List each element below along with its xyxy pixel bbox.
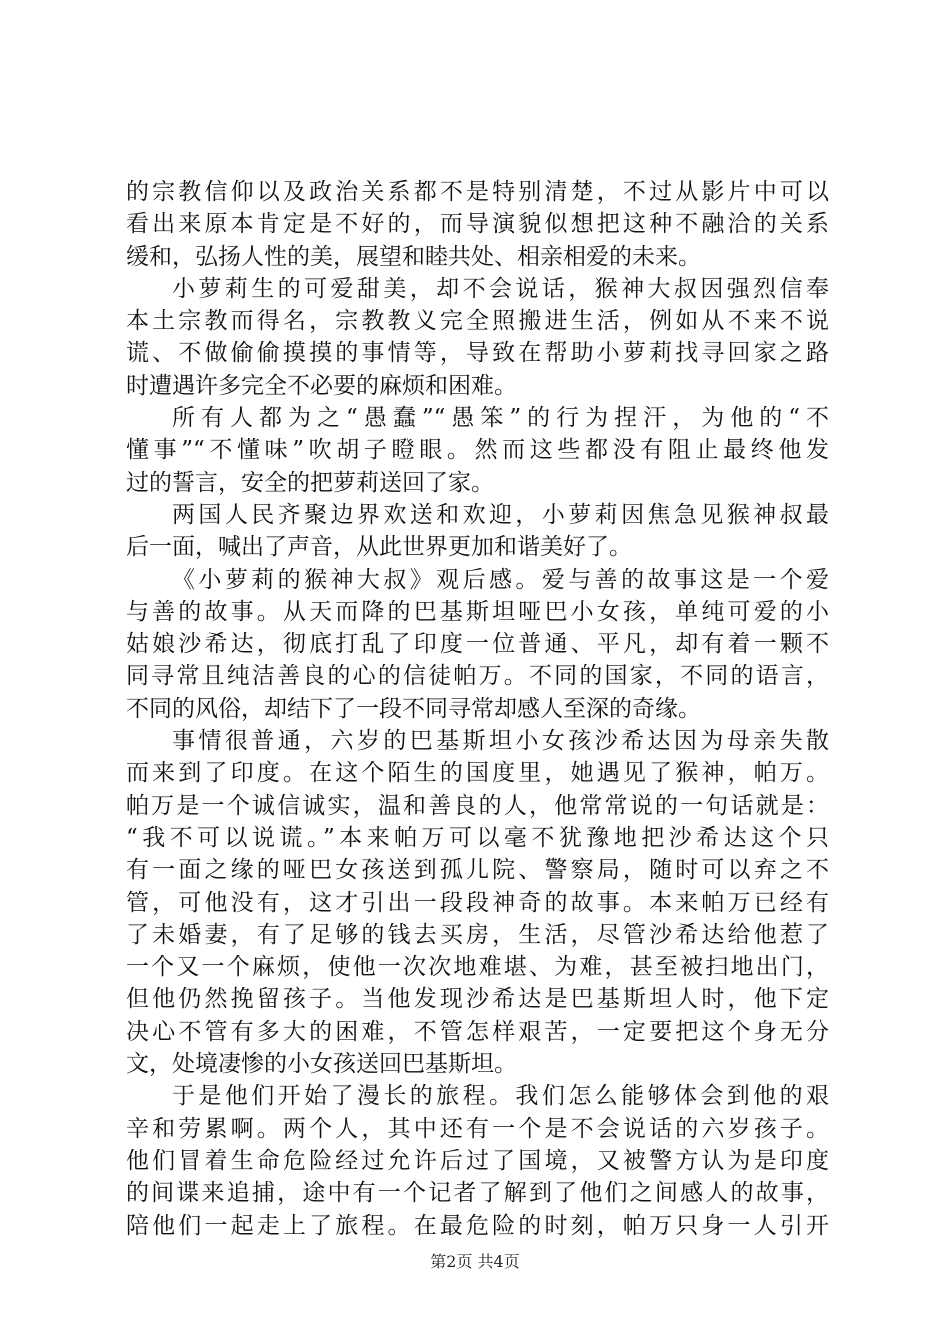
text-line: 谎、不做偷偷摸摸的事情等，导致在帮助小萝莉找寻回家之路 bbox=[126, 340, 829, 367]
text-line: 两国人民齐聚边界欢送和欢迎，小萝莉因焦急见猴神叔最 bbox=[172, 501, 829, 528]
page-number: 第2页 共4页 bbox=[430, 1252, 520, 1271]
text-line: 决心不管有多大的困难，不管怎样艰苦，一定要把这个身无分 bbox=[126, 1018, 829, 1045]
text-line: 缓和，弘扬人性的美，展望和睦共处、相亲相爱的未来。 bbox=[126, 243, 701, 270]
text-line: 管，可他没有，这才引出一段段神奇的故事。本来帕万已经有 bbox=[126, 889, 829, 916]
text-line: 小萝莉生的可爱甜美，却不会说话，猴神大叔因强烈信奉 bbox=[172, 275, 829, 302]
text-line: 时遭遇许多完全不必要的麻烦和困难。 bbox=[126, 372, 517, 399]
text-line: 他们冒着生命危险经过允许后过了国境，又被警方认为是印度 bbox=[126, 1147, 829, 1174]
text-line: 的宗教信仰以及政治关系都不是特别清楚，不过从影片中可以 bbox=[126, 179, 829, 205]
text-line: 不同的风俗，却结下了一段不同寻常却感人至深的奇缘。 bbox=[126, 695, 701, 722]
text-line: 后一面，喊出了声音，从此世界更加和谐美好了。 bbox=[126, 534, 632, 561]
text-line: 了未婚妻，有了足够的钱去买房，生活，尽管沙希达给他惹了 bbox=[126, 921, 829, 948]
text-line: 本土宗教而得名，宗教教义完全照搬进生活，例如从不来不说 bbox=[126, 308, 829, 335]
text-line: 一个又一个麻烦，使他一次次地难堪、为难，甚至被扫地出门， bbox=[126, 954, 829, 981]
text-line: 辛和劳累啊。两个人，其中还有一个是不会说话的六岁孩子。 bbox=[126, 1115, 829, 1142]
text-line: 而来到了印度。在这个陌生的国度里，她遇见了猴神，帕万。 bbox=[126, 760, 829, 787]
text-line: “我不可以说谎。”本来帕万可以毫不犹豫地把沙希达这个只 bbox=[126, 824, 829, 851]
text-line: 姑娘沙希达，彻底打乱了印度一位普通、平凡，却有着一颗不 bbox=[126, 631, 829, 658]
text-line: 于是他们开始了漫长的旅程。我们怎么能够体会到他的艰 bbox=[172, 1083, 829, 1110]
text-line: 陪他们一起走上了旅程。在最危险的时刻，帕万只身一人引开 bbox=[126, 1212, 829, 1239]
text-line: 看出来原本肯定是不好的，而导演貌似想把这种不融洽的关系 bbox=[126, 211, 829, 238]
text-line: 与善的故事。从天而降的巴基斯坦哑巴小女孩，单纯可爱的小 bbox=[126, 598, 829, 625]
page-footer bbox=[0, 1249, 950, 1272]
text-line: 事情很普通，六岁的巴基斯坦小女孩沙希达因为母亲失散 bbox=[172, 728, 829, 755]
document-body bbox=[126, 176, 829, 1242]
text-line: 《小萝莉的猴神大叔》观后感。爱与善的故事这是一个爱 bbox=[172, 566, 829, 593]
text-line: 但他仍然挽留孩子。当他发现沙希达是巴基斯坦人时，他下定 bbox=[126, 986, 829, 1013]
text-line: 所有人都为之“愚蠢”“愚笨”的行为捏汗，为他的“不 bbox=[172, 405, 829, 432]
text-line: 懂事”“不懂味”吹胡子瞪眼。然而这些都没有阻止最终他发 bbox=[126, 437, 829, 464]
text-line: 文，处境凄惨的小女孩送回巴基斯坦。 bbox=[126, 1051, 517, 1078]
text-line: 帕万是一个诚信诚实，温和善良的人，他常常说的一句话就是： bbox=[126, 792, 829, 819]
text-line: 同寻常且纯洁善良的心的信徒帕万。不同的国家，不同的语言， bbox=[126, 663, 829, 690]
text-line: 有一面之缘的哑巴女孩送到孤儿院、警察局，随时可以弃之不 bbox=[126, 857, 829, 884]
text-line: 的间谍来追捕，途中有一个记者了解到了他们之间感人的故事， bbox=[126, 1180, 829, 1207]
text-line: 过的誓言，安全的把萝莉送回了家。 bbox=[126, 469, 494, 496]
